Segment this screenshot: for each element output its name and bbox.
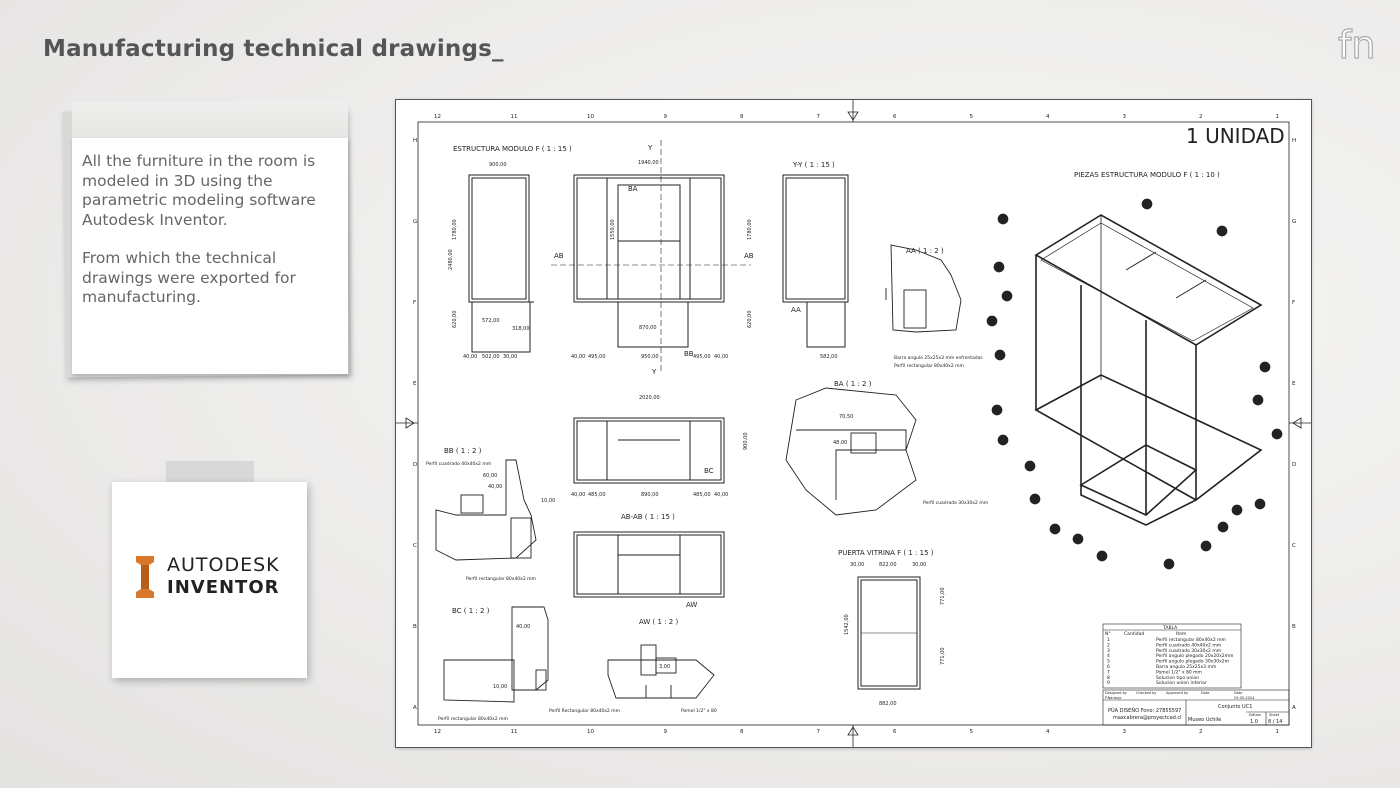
svg-text:PIEZAS ESTRUCTURA MODULO F ( 1: PIEZAS ESTRUCTURA MODULO F ( 1 : 10 ) xyxy=(1074,171,1220,179)
border-col-label: 5 xyxy=(969,114,973,120)
balloon-number: 4 xyxy=(1235,507,1239,514)
side-view-cabinet xyxy=(783,175,848,347)
svg-text:40,00: 40,00 xyxy=(488,484,503,490)
svg-text:870,00: 870,00 xyxy=(639,325,657,331)
svg-text:40,00: 40,00 xyxy=(714,492,729,498)
bom-row-item: Perfil cuadrado 40x40x2 mm xyxy=(1156,643,1222,649)
balloon-number: 3 xyxy=(990,318,994,325)
svg-text:318,00: 318,00 xyxy=(512,326,530,332)
svg-text:AW: AW xyxy=(686,601,698,609)
svg-text:900,00: 900,00 xyxy=(743,432,749,450)
svg-text:485,00: 485,00 xyxy=(588,492,606,498)
balloon-number: 6 xyxy=(1263,364,1267,371)
svg-text:P.Naranjo: P.Naranjo xyxy=(1105,696,1122,700)
bom-row-item: Perfil angulo plegado 30x30x2m xyxy=(1156,659,1229,665)
note-paragraph-2: From which the technical drawings were exported for manufacturing. xyxy=(82,249,296,306)
bom-row-number: 3 xyxy=(1107,648,1110,654)
fn-logo-icon xyxy=(1336,22,1382,66)
svg-text:PUERTA VITRINA F ( 1 : 15 ): PUERTA VITRINA F ( 1 : 15 ) xyxy=(838,549,934,557)
svg-text:AA ( 1 : 2 ): AA ( 1 : 2 ) xyxy=(906,247,944,255)
svg-text:AB-AB ( 1 : 15 ): AB-AB ( 1 : 15 ) xyxy=(621,513,675,521)
svg-text:Approved by: Approved by xyxy=(1166,691,1189,695)
svg-text:TABLA: TABLA xyxy=(1163,626,1178,631)
border-row-label: C xyxy=(413,543,417,549)
svg-text:Edition: Edition xyxy=(1249,713,1262,717)
svg-text:Perfil rectangular 80x40x2 mm: Perfil rectangular 80x40x2 mm xyxy=(438,717,508,722)
balloon-number: 2 xyxy=(1145,201,1149,208)
svg-text:495,00: 495,00 xyxy=(588,354,606,360)
quantity-label: 1 UNIDAD xyxy=(1186,124,1285,148)
border-col-label: 2 xyxy=(1199,729,1203,735)
balloon-number: 4 xyxy=(1053,526,1057,533)
border-col-label: 8 xyxy=(740,114,744,120)
svg-text:40,00: 40,00 xyxy=(463,354,478,360)
balloon-number: 4 xyxy=(995,407,999,414)
svg-text:2480,00: 2480,00 xyxy=(448,249,454,270)
section-ab-ab xyxy=(574,532,724,597)
svg-text:BA: BA xyxy=(628,185,638,193)
bom-row-number: 9 xyxy=(1107,681,1110,687)
svg-text:1550,00: 1550,00 xyxy=(610,219,616,240)
border-col-label: 4 xyxy=(1046,114,1050,120)
svg-text:Perfil Rectangular 80x40x2 mm: Perfil Rectangular 80x40x2 mm xyxy=(549,709,621,714)
bom-row-number: 8 xyxy=(1107,675,1110,681)
border-row-label: D xyxy=(1292,462,1297,468)
bom-row-number: 5 xyxy=(1107,659,1110,665)
detail-aw xyxy=(608,645,714,698)
svg-text:40,00: 40,00 xyxy=(714,354,729,360)
border-col-label: 1 xyxy=(1275,729,1279,735)
svg-text:882,00: 882,00 xyxy=(879,701,897,707)
border-col-label: 8 xyxy=(740,729,744,735)
bom-row-number: 2 xyxy=(1107,643,1110,649)
brand-line-2: INVENTOR xyxy=(167,577,280,598)
front-view-cabinet-main xyxy=(551,140,751,372)
autodesk-inventor-icon xyxy=(134,556,156,598)
brand-line-1: AUTODESK xyxy=(167,554,280,576)
balloon-number: 8 xyxy=(1033,496,1037,503)
bom-row-item: Perfil angulo plegado 20x20x2mm xyxy=(1156,654,1234,660)
svg-text:Perfil rectangular 80x40x2 mm: Perfil rectangular 80x40x2 mm xyxy=(894,364,964,369)
svg-text:1780,00: 1780,00 xyxy=(452,219,458,240)
border-col-label: 10 xyxy=(587,114,594,120)
svg-text:1.0: 1.0 xyxy=(1250,719,1258,725)
svg-text:582,00: 582,00 xyxy=(820,354,838,360)
svg-text:Conjunto UC1: Conjunto UC1 xyxy=(1218,704,1253,710)
border-row-label: E xyxy=(1292,381,1296,387)
svg-text:771,00: 771,00 xyxy=(940,587,946,605)
svg-text:1542,00: 1542,00 xyxy=(844,614,850,635)
balloon-number: 2 xyxy=(1220,228,1224,235)
border-col-label: 9 xyxy=(663,114,667,120)
border-col-label: 10 xyxy=(587,729,594,735)
border-row-label: G xyxy=(413,219,418,225)
border-col-label: 2 xyxy=(1199,114,1203,120)
border-col-label: 3 xyxy=(1122,729,1126,735)
border-col-label: 12 xyxy=(434,114,441,120)
svg-text:950,00: 950,00 xyxy=(641,354,659,360)
bom-row-number: 7 xyxy=(1107,670,1110,676)
svg-text:Perfil rectangular 80x40x2 mm: Perfil rectangular 80x40x2 mm xyxy=(466,577,536,582)
svg-text:40,00: 40,00 xyxy=(516,624,531,630)
bom-header: Cantidad xyxy=(1124,632,1145,637)
border-row-label: F xyxy=(1292,300,1296,306)
balloon-number: 2 xyxy=(1028,463,1032,470)
border-row-label: B xyxy=(413,624,417,630)
svg-text:Designed by: Designed by xyxy=(1105,691,1127,695)
svg-text:1940,00: 1940,00 xyxy=(638,160,659,166)
balloon-number: 3 xyxy=(1256,397,1260,404)
bom-row-item: Pomel 1/2" x 80 mm xyxy=(1156,670,1202,676)
svg-text:10,00: 10,00 xyxy=(541,498,556,504)
svg-text:maxcabrera@proyectcad.cl: maxcabrera@proyectcad.cl xyxy=(1113,715,1182,721)
border-col-label: 11 xyxy=(510,729,518,735)
border-row-label: C xyxy=(1292,543,1296,549)
svg-text:Checked by: Checked by xyxy=(1136,691,1157,695)
svg-text:PÚA DISEÑO Fono: 27855597: PÚA DISEÑO Fono: 27855597 xyxy=(1108,708,1182,714)
border-col-label: 1 xyxy=(1275,114,1279,120)
svg-text:10,00: 10,00 xyxy=(493,684,508,690)
bom-row-number: 1 xyxy=(1107,638,1110,643)
svg-text:502,00: 502,00 xyxy=(482,354,500,360)
detail-ba xyxy=(786,388,916,515)
border-row-label: H xyxy=(1292,138,1297,144)
isometric-structure xyxy=(1036,215,1261,525)
bom-row-item: Perfil rectangular 80x40x2 mm xyxy=(1156,638,1226,643)
note-tape xyxy=(72,102,348,140)
svg-text:822,00: 822,00 xyxy=(879,562,897,568)
svg-text:8 / 14: 8 / 14 xyxy=(1268,719,1283,725)
svg-text:Date: Date xyxy=(1234,691,1243,695)
bom-header: N° xyxy=(1105,632,1111,637)
svg-text:Y-Y ( 1 : 15 ): Y-Y ( 1 : 15 ) xyxy=(793,161,835,169)
border-row-label: A xyxy=(1292,705,1296,711)
svg-text:Sheet: Sheet xyxy=(1269,713,1280,717)
svg-text:2020,00: 2020,00 xyxy=(639,395,660,401)
svg-text:Date: Date xyxy=(1201,691,1210,695)
balloon-number: 6 xyxy=(1258,501,1262,508)
svg-text:AW ( 1 : 2 ): AW ( 1 : 2 ) xyxy=(639,618,679,626)
svg-text:40,00: 40,00 xyxy=(571,354,586,360)
svg-text:771,00: 771,00 xyxy=(940,647,946,665)
svg-text:BB: BB xyxy=(684,350,694,358)
bom-row-number: 6 xyxy=(1107,665,1110,670)
svg-text:AB: AB xyxy=(554,252,564,260)
svg-text:29-05-2024: 29-05-2024 xyxy=(1234,696,1255,700)
svg-text:Museo Uchile: Museo Uchile xyxy=(1188,717,1222,723)
software-logo-card xyxy=(112,482,307,678)
border-col-label: 7 xyxy=(816,114,820,120)
svg-text:3,00: 3,00 xyxy=(659,664,671,670)
svg-text:BC ( 1 : 2 ): BC ( 1 : 2 ) xyxy=(452,607,490,615)
balloon-number: 2 xyxy=(1275,431,1279,438)
balloon-number: 1 xyxy=(1001,437,1005,444)
top-view xyxy=(574,418,724,483)
svg-text:620,00: 620,00 xyxy=(452,310,458,328)
border-row-label: E xyxy=(413,381,417,387)
logo-text: fn xyxy=(1338,23,1376,66)
svg-text:890,00: 890,00 xyxy=(641,492,659,498)
svg-text:40,00: 40,00 xyxy=(571,492,586,498)
info-note xyxy=(64,102,352,378)
border-col-label: 4 xyxy=(1046,729,1050,735)
svg-text:70,50: 70,50 xyxy=(839,414,854,420)
svg-text:Y: Y xyxy=(652,368,657,376)
technical-drawing-sheet xyxy=(395,99,1312,748)
svg-text:485,00: 485,00 xyxy=(693,492,711,498)
svg-text:Y: Y xyxy=(648,144,653,152)
border-col-label: 5 xyxy=(969,729,973,735)
bom-row-item: Barra angulo 25x25x3 mm xyxy=(1156,665,1217,670)
view-title-front: ESTRUCTURA MODULO F ( 1 : 15 ) xyxy=(453,145,572,153)
svg-text:AB: AB xyxy=(744,252,754,260)
svg-text:572,00: 572,00 xyxy=(482,318,500,324)
svg-text:BA ( 1 : 2 ): BA ( 1 : 2 ) xyxy=(834,380,872,388)
balloon-number: 8 xyxy=(1100,553,1104,560)
svg-text:620,00: 620,00 xyxy=(747,310,753,328)
balloon-number: 3 xyxy=(998,352,1002,359)
svg-text:495,00: 495,00 xyxy=(693,354,711,360)
balloon-number: 3 xyxy=(1005,293,1009,300)
detail-aa xyxy=(886,245,961,332)
svg-text:30,00: 30,00 xyxy=(850,562,865,568)
border-row-label: D xyxy=(413,462,418,468)
border-row-label: B xyxy=(1292,624,1296,630)
border-col-label: 6 xyxy=(893,114,897,120)
balloon-number: 4 xyxy=(1204,543,1208,550)
border-col-label: 11 xyxy=(510,114,518,120)
page-title: Manufacturing technical drawings_ xyxy=(43,36,504,62)
svg-text:30,00: 30,00 xyxy=(503,354,518,360)
bom-row-item: Perfil cuadrado 30x30x2 mm xyxy=(1156,648,1222,654)
svg-text:Perfil cuadrado 30x30x2 mm: Perfil cuadrado 30x30x2 mm xyxy=(923,501,989,506)
svg-text:BB ( 1 : 2 ): BB ( 1 : 2 ) xyxy=(444,447,482,455)
svg-text:60,00: 60,00 xyxy=(483,473,498,479)
bom-row-number: 4 xyxy=(1107,654,1110,660)
border-row-label: H xyxy=(413,138,418,144)
svg-text:900,00: 900,00 xyxy=(489,162,507,168)
balloon-number: 9 xyxy=(997,264,1001,271)
svg-text:Perfil cuadrado 40x40x2 mm: Perfil cuadrado 40x40x2 mm xyxy=(426,462,492,467)
bom-row-item: Solucion union interior xyxy=(1156,681,1207,687)
balloon-number: 2 xyxy=(1167,561,1171,568)
svg-text:BC: BC xyxy=(704,467,714,475)
svg-text:1780,00: 1780,00 xyxy=(747,219,753,240)
svg-text:48,00: 48,00 xyxy=(833,440,848,446)
note-text xyxy=(82,152,332,327)
bom-row-item: Solucion tipo union xyxy=(1156,675,1200,681)
drawing-svg xyxy=(396,100,1311,747)
svg-text:Pomel 1/2" x 80: Pomel 1/2" x 80 xyxy=(681,709,717,714)
border-col-label: 7 xyxy=(816,729,820,735)
balloon-number: 1 xyxy=(1001,216,1005,223)
svg-text:AA: AA xyxy=(791,306,801,314)
border-col-label: 3 xyxy=(1122,114,1126,120)
note-paragraph-1: All the furniture in the room is modeled in 3D using the parametric modeling software Autodesk Inventor. xyxy=(82,152,316,229)
door-view xyxy=(858,577,920,689)
balloon-number: 4 xyxy=(1221,524,1225,531)
border-col-label: 12 xyxy=(434,729,441,735)
balloon-number: 1 xyxy=(1076,536,1080,543)
svg-text:30,00: 30,00 xyxy=(912,562,927,568)
border-col-label: 6 xyxy=(893,729,897,735)
bom-header: Item xyxy=(1176,632,1187,637)
border-row-label: G xyxy=(1292,219,1297,225)
border-col-label: 9 xyxy=(663,729,667,735)
border-row-label: A xyxy=(413,705,417,711)
svg-text:Barra angulo 25x25x3 mm enfren: Barra angulo 25x25x3 mm enfrentadas xyxy=(894,356,983,361)
border-row-label: F xyxy=(413,300,417,306)
inner-frame xyxy=(418,122,1289,725)
